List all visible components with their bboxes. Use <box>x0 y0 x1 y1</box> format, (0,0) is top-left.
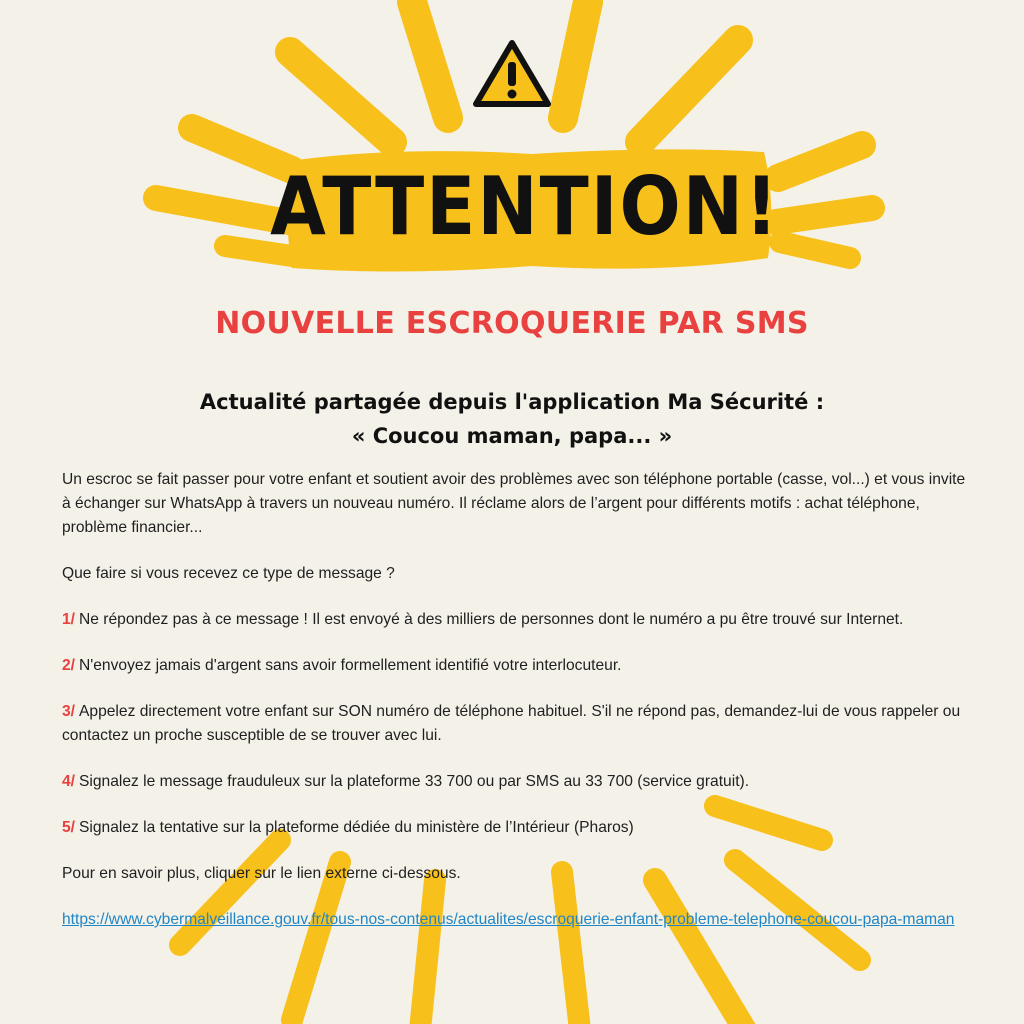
step-text: Appelez directement votre enfant sur SON numéro de téléphone habituel. S'il ne répond pas, demandez-lui de vous rappeler ou contactez un proche susceptible de se trouver avec lui. <box>62 703 961 744</box>
step-number: 2/ <box>62 657 76 674</box>
warning-triangle-icon <box>472 38 552 108</box>
intro-paragraph: Un escroc se fait passer pour votre enfant et soutient avoir des problèmes avec son téléphone portable (casse, vol...) et vous invite à échanger sur WhatsApp à travers un nouveau numéro. Il réclame alors de l’argent pour différents motifs : achat téléphone, problème financier... <box>62 471 966 536</box>
subtitle-line-1: Actualité partagée depuis l'application Ma Sécurité : <box>199 390 825 414</box>
step-number: 4/ <box>62 773 76 790</box>
article-body <box>62 468 972 954</box>
subtitle-line-2: « Coucou maman, papa... » <box>351 424 673 448</box>
headline: NOUVELLE ESCROQUERIE PAR SMS <box>215 306 809 341</box>
subtitle <box>0 385 1024 453</box>
step-text: Signalez le message frauduleux sur la plateforme 33 700 ou par SMS au 33 700 (service gratuit). <box>79 773 750 790</box>
step-number: 1/ <box>62 611 76 628</box>
step-number: 3/ <box>62 703 76 720</box>
step-item <box>62 654 972 678</box>
step-item <box>62 700 972 748</box>
step-text: Signalez la tentative sur la plateforme dédiée du ministère de l’Intérieur (Pharos) <box>79 819 634 836</box>
external-link[interactable]: https://www.cybermalveillance.gouv.fr/tous-nos-contenus/actualites/escroquerie-enfant-probleme-telephone-coucou-papa-maman <box>62 911 955 928</box>
step-item <box>62 770 972 794</box>
step-text: Ne répondez pas à ce message ! Il est envoyé à des milliers de personnes dont le numéro a pu être trouvé sur Internet. <box>79 611 904 628</box>
step-text: N'envoyez jamais d'argent sans avoir formellement identifié votre interlocuteur. <box>79 657 622 674</box>
step-item <box>62 816 972 840</box>
question-paragraph: Que faire si vous recevez ce type de message ? <box>62 565 395 582</box>
attention-banner <box>270 142 780 278</box>
step-item <box>62 608 972 632</box>
more-info-text: Pour en savoir plus, cliquer sur le lien externe ci-dessous. <box>62 865 461 882</box>
attention-title: ATTENTION! <box>270 158 780 254</box>
step-number: 5/ <box>62 819 76 836</box>
